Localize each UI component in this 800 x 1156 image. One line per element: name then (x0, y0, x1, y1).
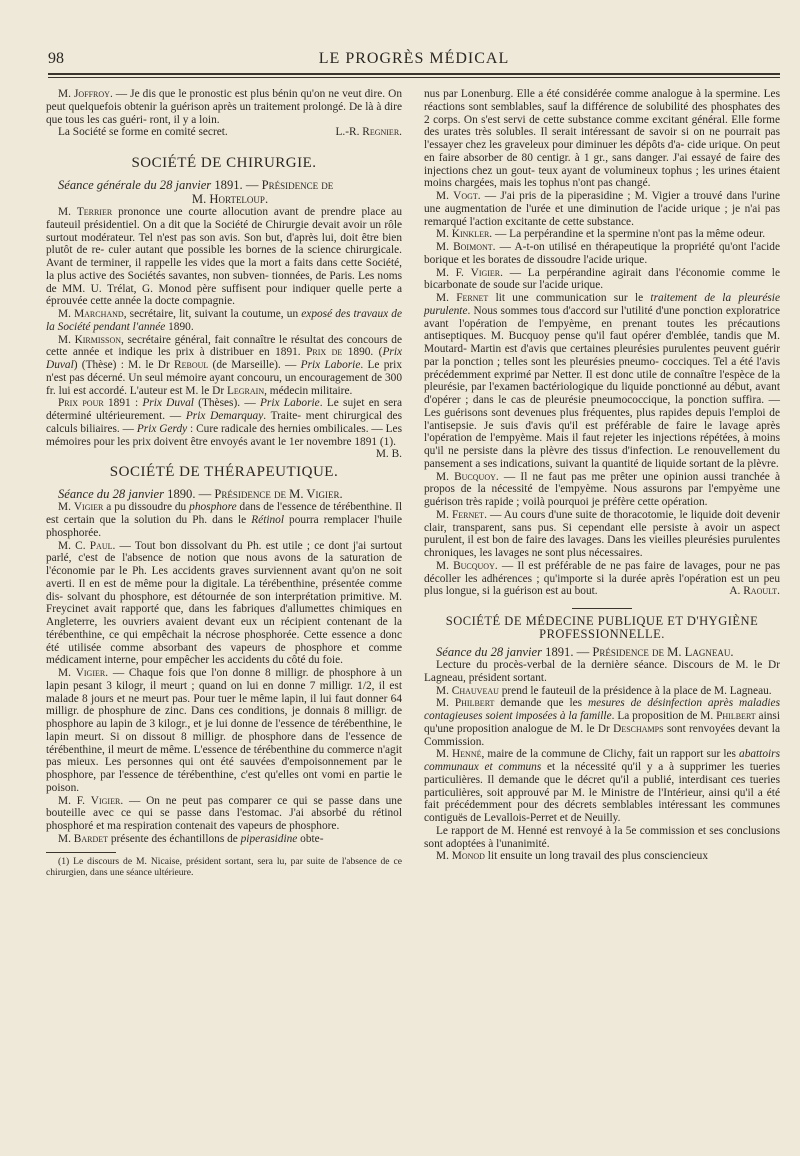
header-rule-thin (48, 77, 780, 78)
signature: M. B. (375, 448, 402, 461)
paragraph: M. Bardet présente des échantillons de piperasidine obte- (58, 832, 324, 845)
header-rule (48, 73, 780, 75)
paragraph: M. F. Vigier. — On ne peut pas comparer ce qui se passe dans une bouteille avec ce qui se passe dans l'estomac. J'ai absorbé du rétinol phosphoré et ma respiration contenait des vapeurs de phosphore. (46, 794, 402, 832)
paragraph: M. Joffroy. — Je dis que le pronostic est plus bénin qu'on ne veut dire. On peut quelquefois obtenir la guérison après un traitement prolongé. De là à dire que tous les cas guéri- ront, il y a loin. (46, 88, 402, 126)
paragraph: M. Henné, maire de la commune de Clichy, fait un rapport sur les abattoirs communaux et communs et la nécessité qu'il y a à supprimer les tueries particulières. Il demande que le décret qu'il a publié, interdisant ces tueries particulières, soit approuvé par M. le Ministre de l'Intérieur, ainsi qu'il a été fait précédemment pour des décrets semblables intéressant les communes contiguës de Levallois-Perret et de Neuilly. (424, 748, 780, 824)
section-rule (572, 608, 632, 609)
journal-title: LE PROGRÈS MÉDICAL (318, 50, 510, 67)
left-column (46, 88, 402, 878)
paragraph: Lecture du procès-verbal de la dernière séance. Discours de M. le Dr Lagneau, président sortant. (424, 659, 780, 684)
signature: L.-R. Regnier. (335, 126, 402, 139)
seance-president: M. Horteloup. (191, 192, 269, 206)
paragraph: nus par Lonenburg. Elle a été considérée comme analogue à la spermine. Les réactions sont semblables, sauf la différence de solubilité des phosphates des 2 corps. On s'est servi de cette substance comme excitant général. Elle forme des urates très solubles. Il serait intéressant de savoir si on ne pourrait pas l'essayer chez les graveleux pour diminuer les dépôts d'a- cide urique. On peut en faire absorber de 80 centigr. à 1 gr., sans danger. J'ai essayé de faire des injections chez un gout- teux ayant de volumineux tophus ; les urines étaient moins chargées, mais les tophus n'ont pas changé. (424, 88, 780, 190)
paragraph: M. Marchand, secrétaire, lit, suivant la coutume, un exposé des travaux de la Société pendant l'année 1890. (46, 308, 402, 333)
paragraph: M. Fernet lit une communication sur le traitement de la pleurésie purulente. Nous sommes tous d'accord sur l'utilité d'une ponction exploratrice avant l'opération de l'empyème, en prenant toutes les précautions antiseptiques. M. Bucquoy pense qu'il faut opérer d'emblée, tandis que M. Moutard- Martin est d'avis que certaines pleurésies purulentes peuvent guérir par la ponction ; telles sont les pleurésies pneumo- cocciques. Tel a été l'avis précédemment exprimé par Netter. Il est donc utile de connaître l'espèce de la pleurésie, par l'examen bactériologique du liquide ponctionné au début, avant d'opérer ; dans le cas de pleurésie pneumococcique, la ponction suffira. — Les guérisons sont devenues plus fréquentes, plus rapides depuis l'emploi de l'antisepsie. Je suis d'avis qu'il est préférable de faire le lavage après l'opération de l'empyème. Mais il faut rejeter les injections répétées, à moins qu'il ne persiste dans la plèvre des tissus d'infection. Le renouvellement du pansement a ses indications, suivant la quantité de liquide sortant de la plèvre. (424, 292, 780, 470)
signature: A. Raoult. (729, 585, 780, 598)
paragraph: M. Fernet. — Au cours d'une suite de thoracotomie, le liquide doit devenir clair, transparent, sans pus. Si cependant elle persiste à avoir un aspect purulent, il est bon de faire des lavages. Dans les vieilles pleurésies purulentes chroniques, les lavages ne sont plus nécessaires. (424, 508, 780, 559)
paragraph: M. Monod lit ensuite un long travail des plus consciencieux (436, 850, 709, 863)
section-title: SOCIÉTÉ DE CHIRURGIE. (131, 155, 317, 171)
paragraph: Le rapport de M. Henné est renvoyé à la 5e commission et ses conclusions sont adoptées à l'unanimité. (424, 824, 780, 850)
paragraph: M. Vigier a pu dissoudre du phosphore dans de l'essence de térébenthine. Il est certain que la solution du Ph. dans le Rétinol pourra remplacer l'huile phosphorée. (46, 501, 402, 539)
paragraph: M. Vigier. — Chaque fois que l'on donne 8 milligr. de phosphore à un lapin pesant 3 kilogr, il meurt ; quand on lui en donne 7 milligr. 1/2, il est malade 8 jours et ne meurt pas. Pour tuer le même lapin, il lui faut donner 64 milligr. de phosphure de zinc. Dans ces conditions, je donnais 8 milligr. de phosphore au lapin de 3 kilogr., et je lui donne de l'essence de térébenthine, le lapin meurt. Si on dissout 8 milligr. de phosphore dans de l'essence de térébenthine, il meurt de même. L'essence de térébenthine du commerce n'agit pas mieux. Les personnes qui ont été sauvées d'empoisonnement par le phosphore, par l'essence de térébenthine, c'est qu'elles ont vomi en partie le poison. (46, 667, 402, 794)
paragraph: Prix pour 1891 : Prix Duval (Thèses). — Prix Laborie. Le sujet en sera déterminé ultérieurement. — Prix Demarquay. Traite- ment chirurgical des calculs biliaires. — Prix Gerdy : Cure radicale des hernies ombilicales. — Les mémoires pour les prix doivent être envoyés avant le 1er novembre 1891 (1). M. B. (46, 397, 403, 461)
paragraph: M. Bucquoy. — Il est préférable de ne pas faire de lavages, pour ne pas décoller les adhérences ; qu'importe si la durée après l'opération est un peu plus longue, si la guérison est au bout. A. Raoult. (424, 559, 780, 598)
section-title-cont: PROFESSIONNELLE. (539, 627, 665, 641)
seance-line: Séance du 28 janvier 1891. — Présidence de M. Lagneau. (436, 645, 734, 659)
page-header (48, 50, 780, 72)
seance-line: Séance générale du 28 janvier 1891. — Présidence de (58, 178, 334, 192)
paragraph: M. Kinkler. — La perpérandine et la spermine n'ont pas la même odeur. (436, 228, 766, 241)
page-number: 98 (48, 50, 64, 67)
section-title: SOCIÉTÉ DE MÉDECINE PUBLIQUE ET D'HYGIÈNE (445, 614, 759, 628)
paragraph: M. Kirmisson, secrétaire général, fait connaître le résultat des concours de cette année et indique les prix à distribuer en 1891. Prix de 1890. (Prix Duval) (Thèse) : M. le Dr Reboul (de Marseille). — Prix Laborie. Le prix n'est pas décerné. Un seul mémoire ayant concouru, un encouragement de 300 fr. lui est accordé. L'auteur est M. le Dr Legrain, médecin militaire. (46, 333, 402, 397)
paragraph: M. Philbert demande que les mesures de désinfection après maladies contagieuses soient imposées à la famille. La proposition de M. Philbert ainsi qu'une proposition analogue de M. le Dr Deschamps sont renvoyées devant la Commission. (424, 697, 780, 748)
paragraph: M. F. Vigier. — La perpérandine agirait dans l'économie comme le bicarbonate de soude sur l'acide urique. (424, 266, 780, 292)
paragraph: M. Terrier prononce une courte allocution avant de prendre place au fauteuil présidentiel. On a dit que la Société de Chirurgie devait avoir un rôle surtout modérateur. Tel n'est pas son avis. Son but, d'après lui, doit être bien plutôt de re- culer autant que possible les bornes de la science chirurgicale. Avant de terminer, il rappelle les vides que la mort a faits dans cette Société, la plus active des Sociétés savantes, non subven- tionnées, de Paris. Les noms de MM. U. Trélat, G. Monod père suffisent pour indiquer quelle perte a éprouvée cette année la docte compagnie. (46, 206, 402, 308)
seance-line: Séance du 28 janvier 1890. — Présidence de M. Vigier. (58, 487, 343, 502)
paragraph: M. Bucquoy. — Il ne faut pas me prêter une opinion aussi tranchée à propos de la nécessité de l'empyème. Nous assurons par l'empyème une guérison très rapide ; voilà pourquoi je préfère cette opération. (424, 470, 780, 508)
section-title: SOCIÉTÉ DE THÉRAPEUTIQUE. (109, 464, 339, 481)
paragraph: M. Boimont. — A-t-on utilisé en thérapeutique la propriété qu'ont l'acide borique et les borates de dissoudre l'acide urique. (424, 241, 781, 266)
paragraph: M. Vogt. — J'ai pris de la piperasidine ; M. Vigier a trouvé dans l'urine une augmentation de l'urée et une diminution de l'acide urique ; je n'ai pas remarqué l'action excitante de cette substance. (424, 190, 780, 228)
paragraph: M. Chauveau prend le fauteuil de la présidence à la place de M. Lagneau. (436, 684, 772, 697)
paragraph: La Société se forme en comité secret. L.-R. Regnier. (58, 126, 402, 139)
paragraph: M. C. Paul. — Tout bon dissolvant du Ph. est utile ; ce dont j'ai surtout parlé, c'est de l'absence de notion que nous avons de la saturation de l'économie par le Ph. Les accidents graves surviennent avant qu'on ne soit averti. Il en est de même pour la digitale. La térébenthine, présentée comme dis- solvant du phosphore, est détournée de son interprétation primitive. M. Freycinet avait rapporté que, dans les fabriques d'allumettes chimiques en Angleterre, les ouvriers avaient devant eux un récipient contenant de la térébenthine, ce qui empêchait la nécrose phosphorée. Cette essence a donc été utilisée comme absorbant des vapeurs de phosphore et comme médicament interne, pour empêcher les accidents du côté du foie. (46, 539, 402, 667)
footnote: (1) Le discours de M. Nicaise, président sortant, sera lu, par suite de l'absence de ce chirurgien, dans une séance ultérieure. (46, 855, 402, 878)
right-column (424, 88, 780, 863)
footnote-rule (46, 852, 116, 853)
